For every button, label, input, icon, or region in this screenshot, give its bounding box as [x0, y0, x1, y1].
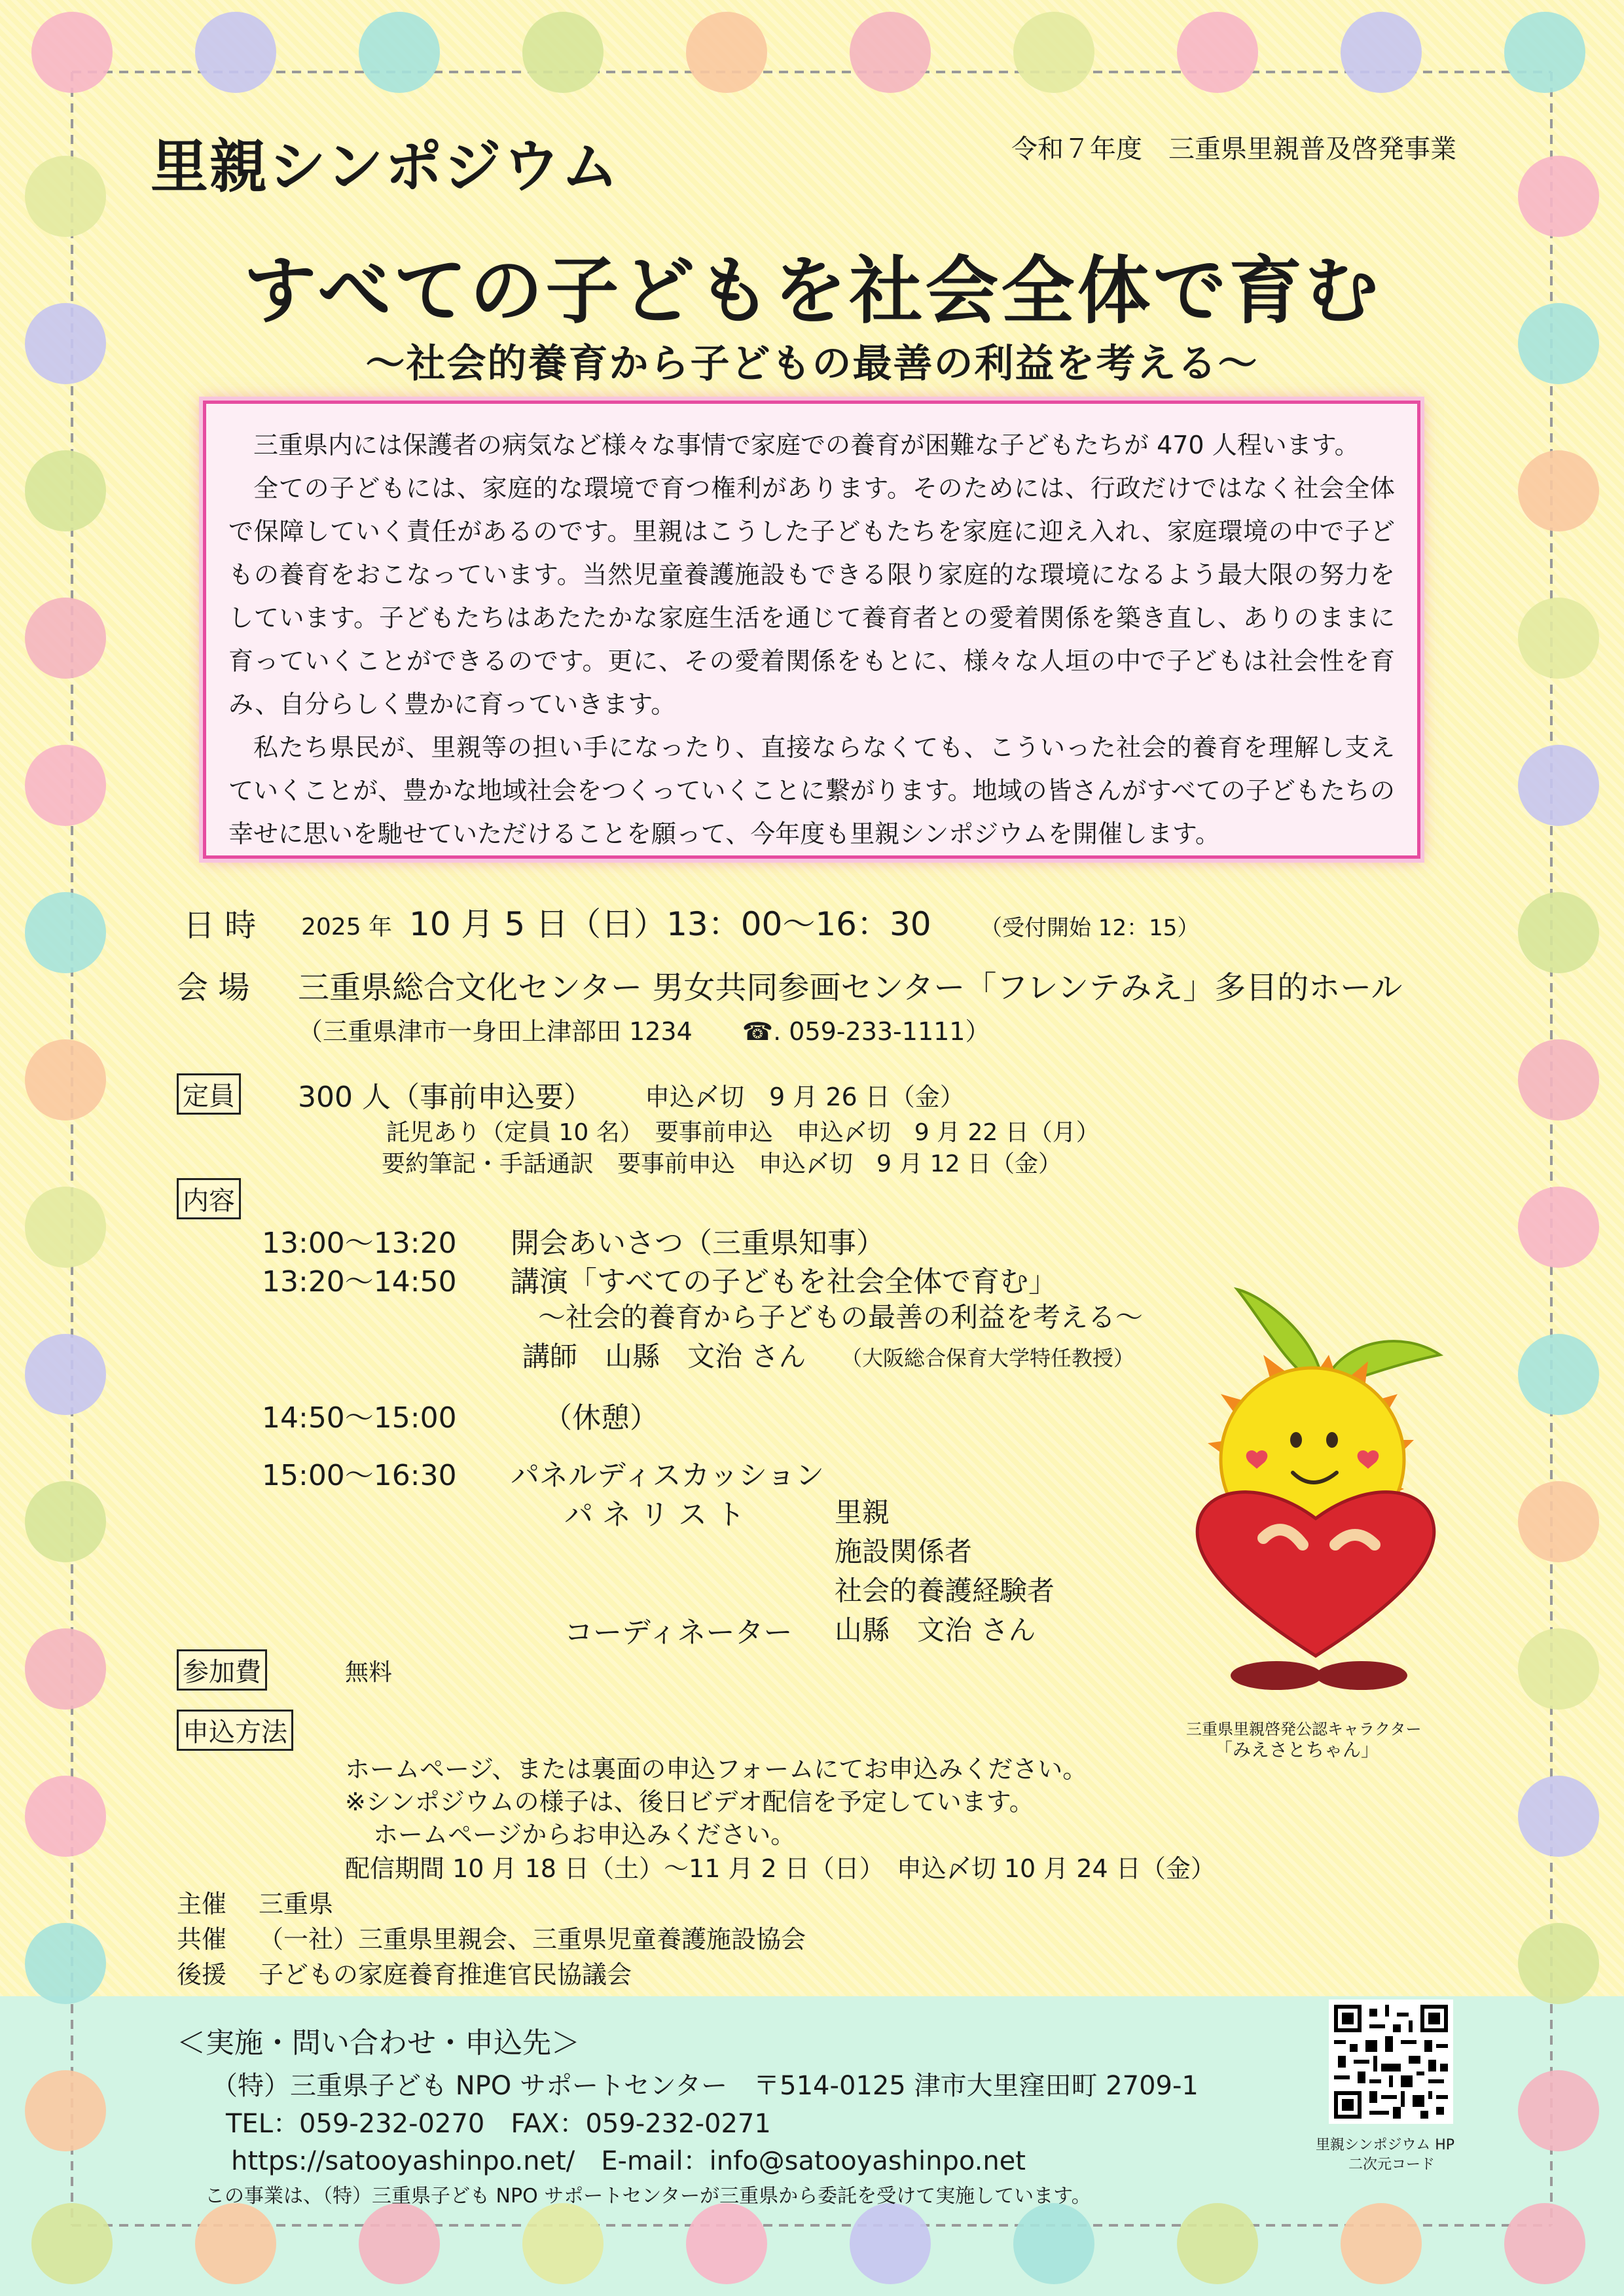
- border-dot: [25, 745, 106, 826]
- border-dot: [686, 2203, 767, 2284]
- border-dot: [25, 1039, 106, 1121]
- host-label: 主催: [177, 1890, 227, 1918]
- cohost-value: （一社）三重県里親会、三重県児童養護施設協会: [259, 1925, 806, 1954]
- border-dot: [25, 1923, 106, 2004]
- contact-phone: TEL：059-232-0270 FAX：059-232-0271: [226, 2109, 771, 2139]
- border-dot: [1518, 1628, 1599, 1710]
- border-dot: [1518, 450, 1599, 531]
- intro-paragraph-1: 三重県内には保護者の病気など様々な事情で家庭での養育が困難な子どもたちが 470 人程います。: [253, 431, 1360, 459]
- border-dot: [195, 2203, 276, 2284]
- border-dot: [850, 2203, 931, 2284]
- contact-org: （特）三重県子ども NPO サポートセンター 〒514-0125 津市大里窪田町 2709-1: [211, 2071, 1199, 2101]
- border-dot: [1341, 2203, 1422, 2284]
- border-dot: [25, 1481, 106, 1562]
- qr-caption-1: 里親シンポジウム HP: [1316, 2137, 1455, 2153]
- border-dot: [1518, 1334, 1599, 1415]
- main-title: すべての子どもを社会全体で育む: [243, 249, 1381, 334]
- border-dot: [522, 12, 604, 93]
- border-dot: [1341, 12, 1422, 93]
- border-dot: [1518, 1187, 1599, 1268]
- border-dot: [1518, 892, 1599, 973]
- border-dot: [1504, 2203, 1585, 2284]
- apply-line-4: 配信期間 10 月 18 日（土）〜11 月 2 日（日） 申込〆切 10 月 24 日（金）: [345, 1854, 1216, 1883]
- border-dot: [1518, 598, 1599, 679]
- border-dot: [1177, 12, 1258, 93]
- coordinator-name: 山縣 文治 さん: [835, 1614, 1036, 1646]
- childcare-info: 託児あり（定員 10 名） 要事前申込 申込〆切 9 月 22 日（月）: [386, 1119, 1100, 1146]
- apply-line-1: ホームページ、または裏面の申込フォームにてお申込みください。: [345, 1755, 1088, 1784]
- speaker-affiliation: （大阪総合保育大学特任教授）: [841, 1346, 1135, 1371]
- border-dot: [1518, 2070, 1599, 2151]
- panelist-label: パ ネ リ ス ト: [564, 1498, 745, 1532]
- apply-label: 申込方法: [177, 1710, 293, 1751]
- schedule-time-4: 15:00〜16:30: [262, 1459, 457, 1492]
- border-dot: [1518, 1039, 1599, 1121]
- border-dot: [359, 12, 440, 93]
- border-dot: [1518, 1776, 1599, 1857]
- contact-heading: ＜実施・問い合わせ・申込先＞: [177, 2026, 580, 2060]
- cohost-label: 共催: [177, 1925, 227, 1954]
- schedule-title-3: （休憩）: [543, 1401, 659, 1435]
- intro-paragraph-2: 全ての子どもには、家庭的な環境で育つ権利があります。そのためには、行政だけではなく社会全体で保障していく責任があるのです。里親はこうした子どもたちを家庭に迎え入れ、家庭環境の中で子どもの養育をおこなっています。当然児童養護施設もできる限り家庭的な環境になるよう最大限の努力をしています。子どもたちはあたたかな家庭生活を通じて養育者との愛着関係を築き直し、ありのままに育っていくことができるのです。更に、その愛着関係をもとに、様々な人垣の中で子どもは社会性を育み、自分らしく豊かに育っていきます。: [228, 474, 1395, 719]
- panelist-3: 社会的養護経験者: [835, 1575, 1055, 1607]
- schedule-title-1: 開会あいさつ（三重県知事）: [511, 1227, 885, 1260]
- border-dot: [195, 12, 276, 93]
- mascot-illustration: [1165, 1270, 1479, 1702]
- border-dot: [25, 450, 106, 531]
- mascot-caption-1: 三重県里親啓発公認キャラクター: [1186, 1720, 1422, 1738]
- content-label: 内容: [177, 1178, 241, 1219]
- subtitle: 〜社会的養育から子どもの最善の利益を考える〜: [365, 341, 1259, 387]
- border-dot: [686, 12, 767, 93]
- border-dot: [1013, 12, 1094, 93]
- border-dot: [25, 892, 106, 973]
- border-dot: [31, 12, 113, 93]
- border-dot: [1013, 2203, 1094, 2284]
- venue-label: 会 場: [177, 969, 250, 1006]
- border-dot: [1518, 1481, 1599, 1562]
- lecture-subtitle: 〜社会的養育から子どもの最善の利益を考える〜: [538, 1301, 1144, 1333]
- fee-label: 参加費: [177, 1649, 267, 1691]
- border-dot: [25, 1334, 106, 1415]
- panelist-2: 施設関係者: [835, 1535, 973, 1568]
- series-title: 里親シンポジウム: [151, 133, 620, 200]
- border-dot: [359, 2203, 440, 2284]
- border-dot: [25, 2070, 106, 2151]
- apply-line-2: ※シンポジウムの様子は、後日ビデオ配信を予定しています。: [345, 1787, 1034, 1816]
- border-dot: [1518, 1923, 1599, 2004]
- venue-address: （三重県津市一身田上津部田 1234 ☎. 059-233-1111）: [298, 1017, 990, 1046]
- border-dot: [31, 2203, 113, 2284]
- host-value: 三重県: [259, 1890, 334, 1918]
- mascot-caption-2: 「みえさとちゃん」: [1214, 1739, 1380, 1761]
- capacity-deadline: 申込〆切 9 月 26 日（金）: [645, 1083, 965, 1111]
- reception-time: （受付開始 12：15）: [980, 915, 1200, 941]
- panelist-1: 里親: [835, 1496, 890, 1528]
- qr-code-icon: [1334, 2005, 1448, 2119]
- apply-line-3: ホームページからお申込みください。: [373, 1820, 796, 1849]
- schedule-time-2: 13:20〜14:50: [262, 1265, 457, 1299]
- datetime-year: 2025 年: [301, 914, 393, 941]
- qr-code[interactable]: [1329, 2000, 1453, 2124]
- lecture-speaker: 講師 山縣 文治 さん: [522, 1340, 806, 1372]
- border-dot: [25, 1187, 106, 1268]
- schedule-time-1: 13:00〜13:20: [262, 1227, 457, 1260]
- program-name: 令和７年度 三重県里親普及啓発事業: [1011, 134, 1456, 164]
- border-dot: [25, 156, 106, 237]
- support-value: 子どもの家庭養育推進官民協議会: [259, 1960, 632, 1989]
- border-dot: [1504, 12, 1585, 93]
- qr-caption-2: 二次元コード: [1348, 2157, 1435, 2173]
- support-label: 後援: [177, 1960, 227, 1989]
- fee-value: 無料: [345, 1659, 393, 1686]
- contact-web[interactable]: https://satooyashinpo.net/ E-mail：info@satooyashinpo.net: [231, 2146, 1026, 2176]
- border-dot: [25, 1628, 106, 1710]
- datetime-value: 10 月 5 日（日）13：00〜16：30: [409, 905, 931, 943]
- schedule-title-2: 講演「すべての子どもを社会全体で育む」: [511, 1265, 1058, 1299]
- venue-name: 三重県総合文化センター 男女共同参画センター「フレンテみえ」多目的ホール: [298, 969, 1403, 1006]
- intro-paragraph-3: 私たち県民が、里親等の担い手になったり、直接ならなくても、こういった社会的養育を理解し支えていくことが、豊かな地域社会をつくっていくことに繋がります。地域の皆さんがすべての子どもたちの幸せに思いを馳せていただけることを願って、今年度も里親シンポジウムを開催します。: [228, 733, 1395, 848]
- border-dot: [850, 12, 931, 93]
- border-dot: [25, 598, 106, 679]
- intro-box: [203, 401, 1420, 859]
- commission-note: この事業は、（特）三重県子ども NPO サポートセンターが三重県から委託を受けて実施しています。: [205, 2185, 1091, 2208]
- capacity-value: 300 人（事前申込要）: [298, 1081, 592, 1114]
- border-dot: [1177, 2203, 1258, 2284]
- border-dot: [25, 1776, 106, 1857]
- coordinator-label: コーディネーター: [564, 1616, 793, 1649]
- border-dot: [522, 2203, 604, 2284]
- border-dot: [1518, 156, 1599, 237]
- datetime-label: 日 時: [183, 907, 257, 944]
- interpretation-info: 要約筆記・手話通訳 要事前申込 申込〆切 9 月 12 日（金）: [382, 1151, 1062, 1177]
- schedule-time-3: 14:50〜15:00: [262, 1401, 457, 1435]
- border-dot: [1518, 745, 1599, 826]
- capacity-label: 定員: [177, 1073, 241, 1115]
- schedule-title-4: パネルディスカッション: [511, 1459, 825, 1492]
